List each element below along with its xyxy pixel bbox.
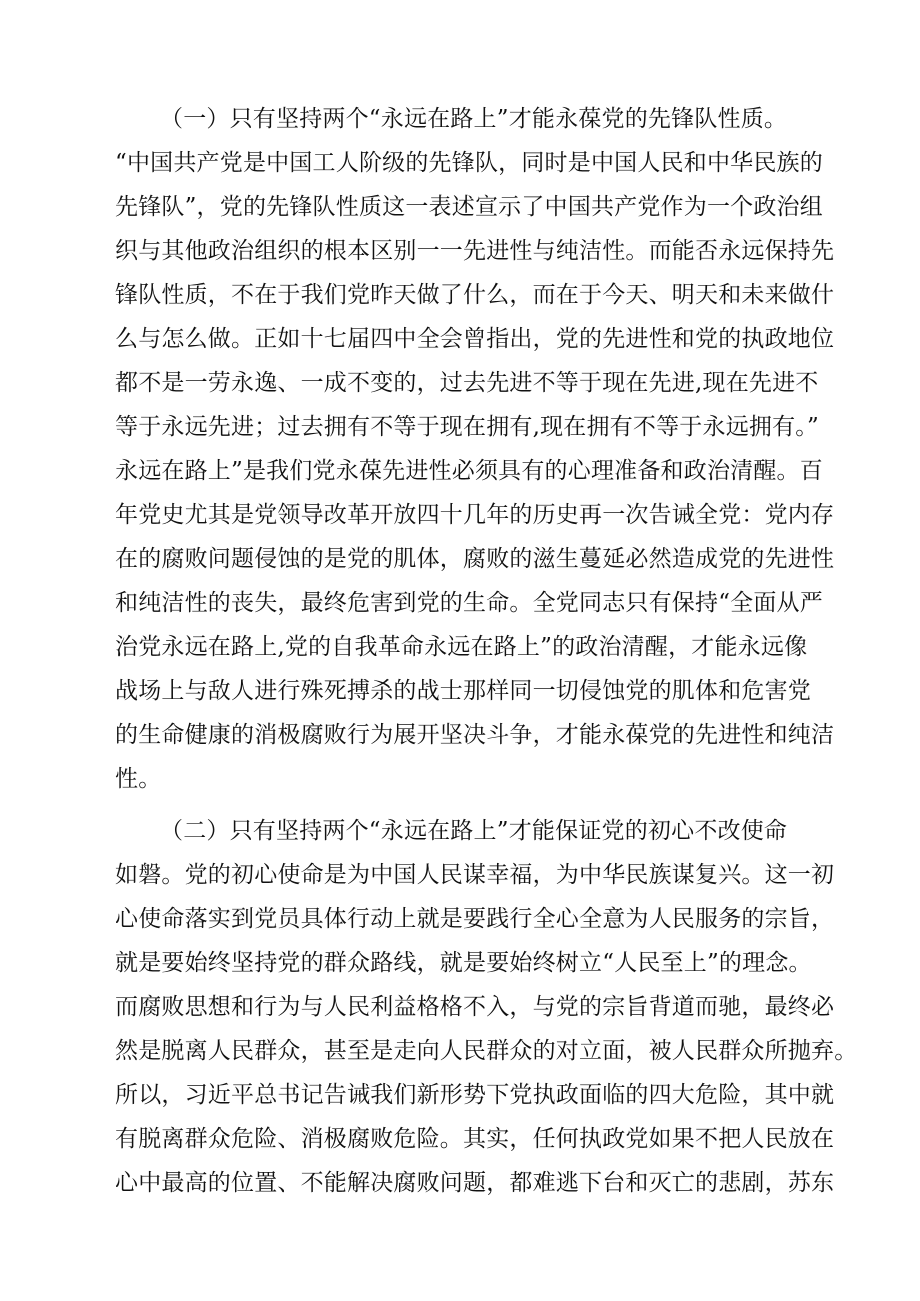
text-line: 心中最高的位置、不能解决腐败问题，都难逃下台和灭亡的悲剧，苏东 [115, 1170, 835, 1196]
text-line: （二）只有坚持两个“永远在路上”才能保证党的初心不改使命 [160, 818, 788, 844]
text-line: 等于永远先进；过去拥有不等于现在拥有,现在拥有不等于永远拥有。” [115, 414, 819, 440]
text-line: 年党史尤其是党领导改革开放四十几年的历史再一次告诫全党：党内存 [115, 502, 835, 528]
text-line: 有脱离群众危险、消极腐败危险。其实，任何执政党如果不把人民放在 [115, 1126, 835, 1152]
text-line: 治党永远在路上,党的自我革命永远在路上”的政治清醒，才能永远像 [115, 634, 808, 660]
text-line: 所以，习近平总书记告诫我们新形势下党执政面临的四大危险，其中就 [115, 1082, 835, 1108]
text-line: 心使命落实到党员具体行动上就是要践行全心全意为人民服务的宗旨， [115, 906, 835, 932]
text-line: 就是要始终坚持党的群众路线，就是要始终树立“人民至上”的理念。 [115, 950, 812, 976]
text-line: 么与怎么做。正如十七届四中全会曾指出，党的先进性和党的执政地位 [115, 326, 835, 352]
text-line: 永远在路上”是我们党永葆先进性必须具有的心理准备和政治清醒。百 [115, 458, 823, 484]
text-line: 而腐败思想和行为与人民利益格格不入，与党的宗旨背道而驰，最终必 [115, 994, 835, 1020]
text-line: 如磐。党的初心使命是为中国人民谋幸福，为中华民族谋复兴。这一初 [115, 862, 835, 888]
text-line: 战场上与敌人进行殊死搏杀的战士那样同一切侵蚀党的肌体和危害党 [115, 678, 811, 704]
text-line: 织与其他政治组织的根本区别一一先进性与纯洁性。而能否永远保持先 [115, 238, 835, 264]
text-line: 都不是一劳永逸、一成不变的，过去先进不等于现在先进,现在先进不 [115, 370, 819, 396]
text-line: 锋队性质，不在于我们党昨天做了什么，而在于今天、明天和未来做什 [115, 282, 835, 308]
text-line: （一）只有坚持两个“永远在路上”才能永葆党的先锋队性质。 [160, 106, 788, 132]
text-line: 在的腐败问题侵蚀的是党的肌体，腐败的滋生蔓延必然造成党的先进性 [115, 546, 835, 572]
text-line: “中国共产党是中国工人阶级的先锋队，同时是中国人民和中华民族的 [115, 150, 823, 176]
text-line: 性。 [115, 766, 162, 792]
text-line: 的生命健康的消极腐败行为展开坚决斗争，才能永葆党的先进性和纯洁 [115, 722, 835, 748]
text-line: 然是脱离人民群众，甚至是走向人民群众的对立面，被人民群众所抛弃。 [115, 1038, 858, 1064]
text-line: 和纯洁性的丧失，最终危害到党的生命。全党同志只有保持“全面从严 [115, 590, 823, 616]
text-line: 先锋队”，党的先锋队性质这一表述宣示了中国共产党作为一个政治组 [115, 194, 823, 220]
